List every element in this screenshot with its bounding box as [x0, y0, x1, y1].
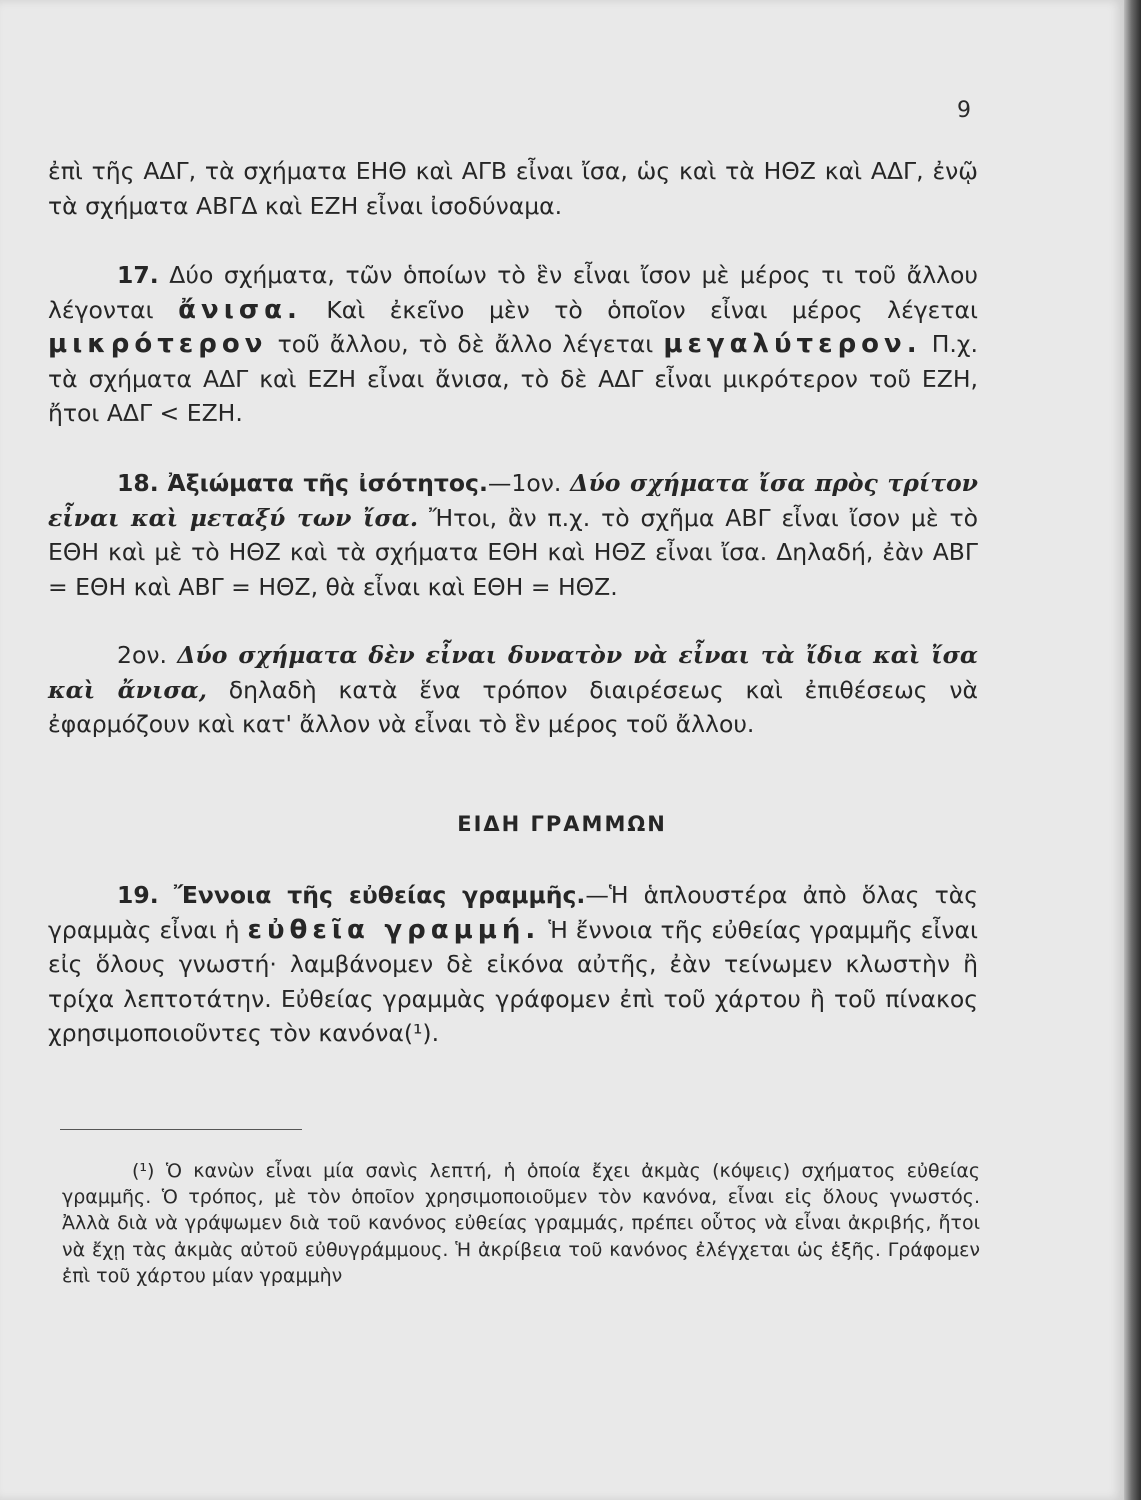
- footnote-mark: (¹): [132, 1160, 155, 1182]
- paragraph-text: Καὶ ἐκεῖνο μὲν τὸ ὁποῖον εἶναι μέρος λέγεται: [326, 295, 978, 324]
- paragraph-number: 18.: [117, 469, 159, 497]
- paragraph-text: Ἡ ἔννοια τῆς εὐθείας γραμμῆς εἶναι εἰς ὅλους γνωστή· λαμβάνομεν δὲ εἰκόνα αὐτῆς, ἐὰν τείνωμεν κλωστὴν ἢ τρίχα λεπτοτάτην. Εὐθείας γραμμὰς γράφομεν ἐπὶ τοῦ χάρτου ἢ τοῦ πίνακος χρησιμοποιοῦντες τὸν κανόνα(¹).: [48, 915, 978, 1048]
- paragraph-text: Ἤτοι, ἂν π.χ. τὸ σχῆμα ΑΒΓ εἶναι ἴσον μὲ τὸ ΕΘΗ καὶ μὲ τὸ ΗΘΖ καὶ τὰ σχήματα ΕΘΗ καὶ ΗΘΖ εἶναι ἴσα. Δηλαδή, ἐὰν ΑΒΓ = ΕΘΗ καὶ ΑΒΓ = ΗΘΖ, θὰ εἶναι καὶ ΕΘΗ = ΗΘΖ.: [48, 503, 978, 601]
- footnote-rule: [60, 1129, 302, 1130]
- page-edge: [1124, 0, 1141, 1500]
- term-megalyteron: μεγαλύτερον.: [663, 329, 922, 360]
- footnote-text: Ὁ κανὼν εἶναι μία σανὶς λεπτή, ἡ ὁποία ἔχει ἀκμὰς (κόψεις) σχήματος εὐθείας γραμμῆς. Ὁ τρόπος, μὲ τὸν ὁποῖον χρησιμοποιοῦμεν τὸν κανόνα, εἶναι εἰς ὅλους γνωστός. Ἀλλὰ διὰ νὰ γράψωμεν διὰ τοῦ κανόνος εὐθείας γραμμάς, πρέπει οὗτος νὰ εἶναι ἀκριβής, ἤτοι νὰ ἔχῃ τὰς ἀκμὰς αὐτοῦ εὐθυγράμμους. Ἡ ἀκρίβεια τοῦ κανόνος ἐλέγχεται ὡς ἑξῆς. Γράφομεν ἐπὶ τοῦ χάρτου μίαν γραμμὴν: [62, 1160, 980, 1287]
- paragraph-number: 17.: [117, 261, 159, 289]
- paragraph-17: [48, 258, 978, 431]
- paragraph-text: δηλαδὴ κατὰ ἕνα τρόπον διαιρέσεως καὶ ἐπιθέσεως νὰ ἐφαρμόζουν καὶ κατ' ἄλλον νὰ εἶναι τὸ ἓν μέρος τοῦ ἄλλου.: [48, 675, 978, 739]
- axiom-label: 2ον.: [117, 641, 167, 669]
- paragraph-text: ἐπὶ τῆς ΑΔΓ, τὰ σχήματα ΕΗΘ καὶ ΑΓΒ εἶναι ἴσα, ὡς καὶ τὰ ΗΘΖ καὶ ΑΔΓ, ἐνῷ τὰ σχήματα ΑΒΓΔ καὶ ΕΖΗ εἶναι ἰσοδύναμα.: [48, 157, 978, 220]
- paragraph-axiom-2: [48, 638, 978, 742]
- axiom-1: Δύο σχήματα ἴσα πρὸς τρίτον εἶναι καὶ μεταξύ των ἴσα.: [48, 469, 978, 532]
- paragraph-text: Π.χ. τὰ σχήματα ΑΔΓ καὶ ΕΖΗ εἶναι ἄνισα, τὸ δὲ ΑΔΓ εἶναι μικρότερον τοῦ ΕΖΗ, ἤτοι ΑΔΓ < ΕΖΗ.: [48, 330, 978, 428]
- paragraph-text: Δύο σχήματα, τῶν ὁποίων τὸ ἓν εἶναι ἴσον μὲ μέρος τι τοῦ ἄλλου λέγονται: [48, 261, 978, 324]
- paragraph-number: 19.: [117, 881, 159, 909]
- footnote: [62, 1158, 980, 1289]
- page-number: 9: [957, 98, 971, 123]
- term-anisa: ἄνισα.: [178, 294, 302, 325]
- paragraph-18: [48, 466, 978, 604]
- paragraph-text: —Ἡ ἁπλουστέρα ἀπὸ ὅλας τὰς γραμμὰς εἶναι ἡ: [48, 881, 978, 944]
- section-title: Ἀξιώματα τῆς ἰσότητος.: [167, 469, 488, 497]
- paragraph-19: [48, 878, 978, 1051]
- paragraph-continuation: [48, 154, 978, 223]
- section-heading: ΕΙΔΗ ΓΡΑΜΜΩΝ: [457, 812, 667, 836]
- section-title: Ἔννοια τῆς εὐθείας γραμμῆς.: [173, 881, 586, 909]
- axiom-label: —1ον.: [487, 469, 562, 497]
- term-eutheia-grammi: εὐθεῖα γραμμή.: [247, 914, 541, 945]
- term-mikroteron: μικρότερον: [48, 329, 268, 360]
- paragraph-text: τοῦ ἄλλου, τὸ δὲ ἄλλο λέγεται: [277, 330, 654, 359]
- axiom-2: Δύο σχήματα δὲν εἶναι δυνατὸν νὰ εἶναι τὰ ἴδια καὶ ἴσα καὶ ἄνισα,: [48, 641, 978, 704]
